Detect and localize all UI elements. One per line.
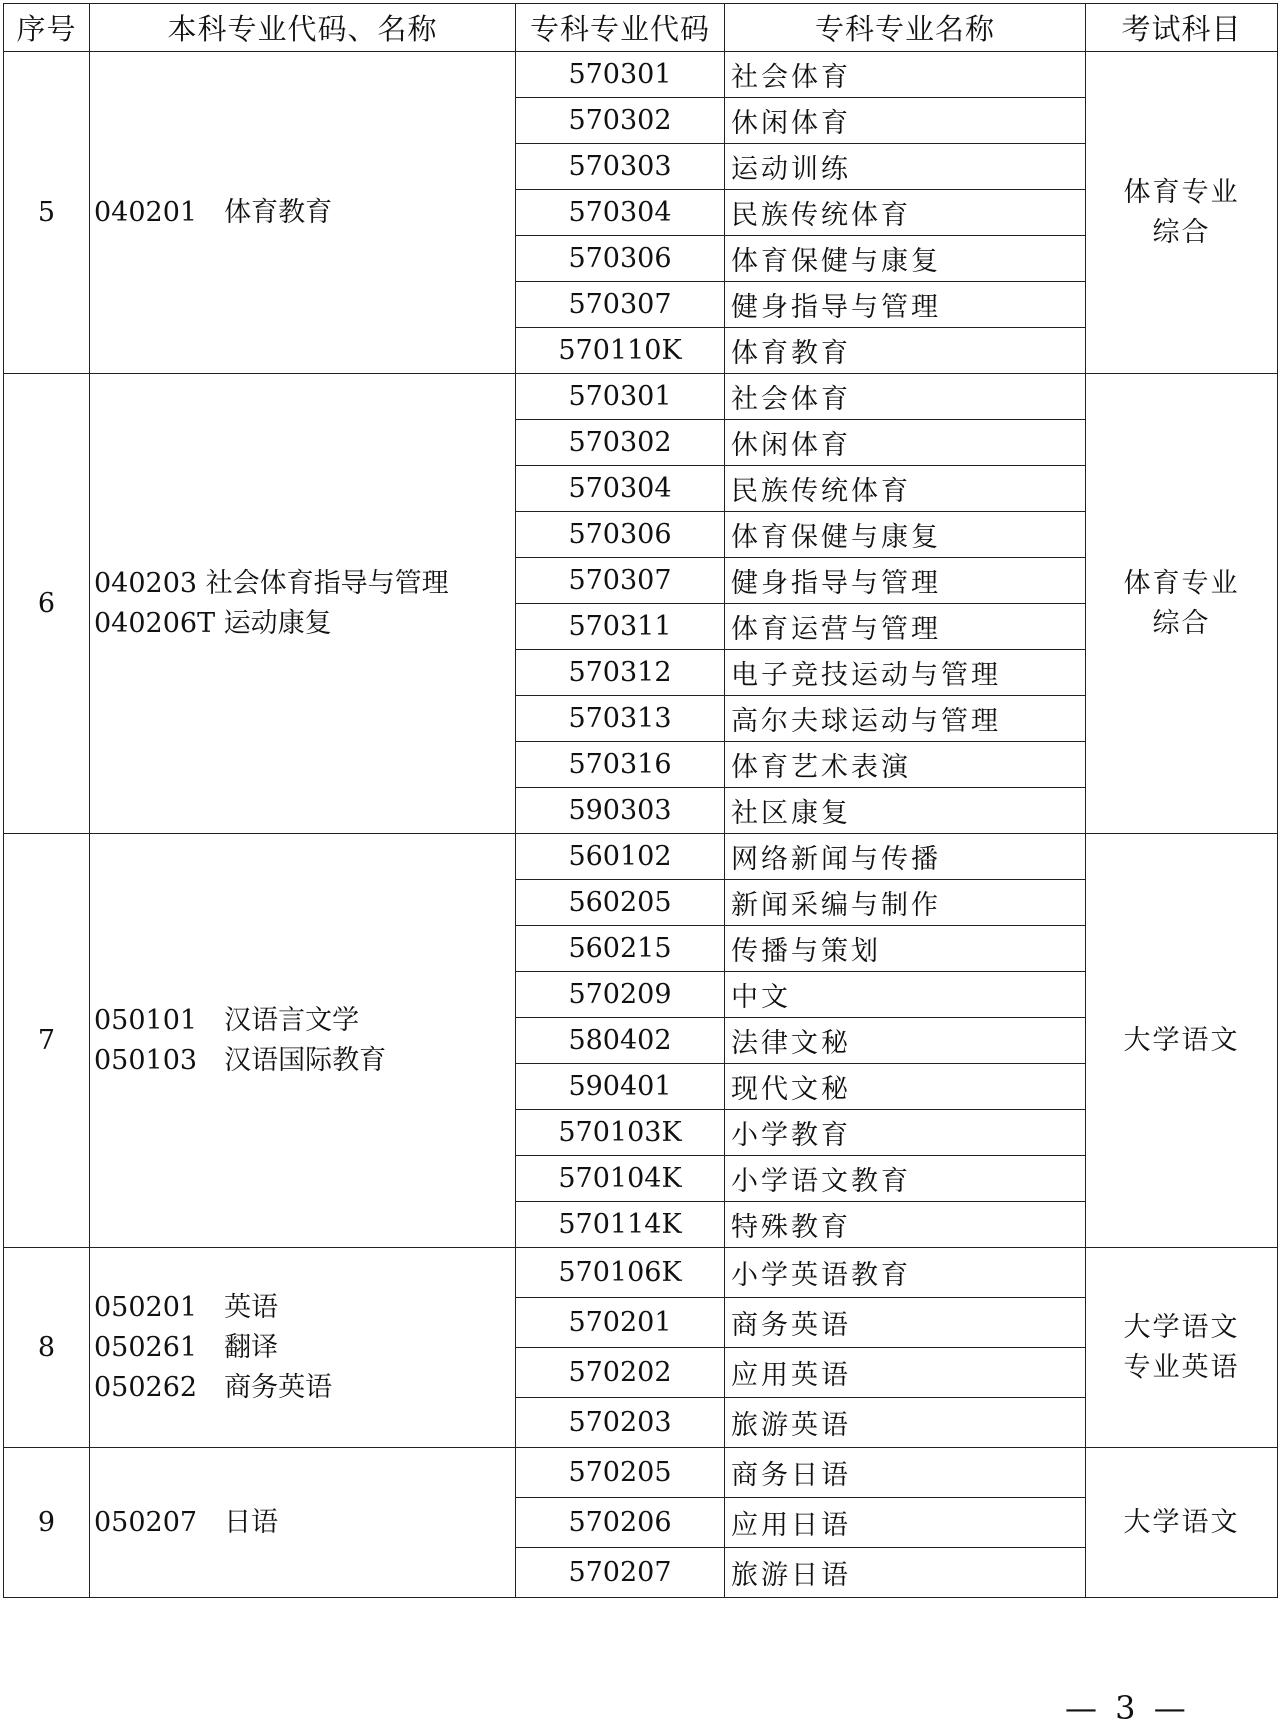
associate-code: 590303 [516,788,725,834]
exam-subject-line: 综合 [1152,607,1211,639]
bachelor-major: 040203 社会体育指导与管理 [94,567,449,599]
header-subject: 考试科目 [1086,4,1278,52]
associate-name: 休闲体育 [725,420,1086,466]
associate-name: 传播与策划 [725,926,1086,972]
associate-code: 570313 [516,696,725,742]
associate-name: 民族传统体育 [725,190,1086,236]
associate-name: 社会体育 [725,374,1086,420]
bachelor-majors [90,834,516,1248]
associate-name: 小学教育 [725,1110,1086,1156]
exam-subject-line: 综合 [1152,216,1211,248]
bachelor-major: 050262 商务英语 [94,1371,333,1403]
associate-name: 健身指导与管理 [725,282,1086,328]
associate-name: 民族传统体育 [725,466,1086,512]
exam-subject-line: 大学语文 [1123,1311,1240,1343]
associate-code: 570301 [516,374,725,420]
associate-code: 570306 [516,512,725,558]
header-code: 专科专业代码 [516,4,725,52]
associate-name: 现代文秘 [725,1064,1086,1110]
associate-code: 560205 [516,880,725,926]
table-row [4,52,1278,98]
associate-code: 570209 [516,972,725,1018]
associate-code: 570106K [516,1248,725,1298]
associate-code: 570316 [516,742,725,788]
associate-name: 社区康复 [725,788,1086,834]
bachelor-major: 050207 日语 [94,1506,279,1538]
table-row [4,1448,1278,1498]
associate-code: 570304 [516,190,725,236]
associate-name: 体育保健与康复 [725,512,1086,558]
bachelor-majors [90,1248,516,1448]
associate-code: 570306 [516,236,725,282]
associate-name: 小学语文教育 [725,1156,1086,1202]
associate-code: 570302 [516,98,725,144]
bachelor-major: 050103 汉语国际教育 [94,1044,387,1076]
associate-name: 体育保健与康复 [725,236,1086,282]
associate-name: 社会体育 [725,52,1086,98]
associate-name: 商务英语 [725,1298,1086,1348]
table-row [4,374,1278,420]
exam-subject [1086,1248,1278,1448]
bachelor-majors [90,374,516,834]
exam-subject [1086,52,1278,374]
associate-code: 570312 [516,650,725,696]
associate-name: 健身指导与管理 [725,558,1086,604]
associate-name: 高尔夫球运动与管理 [725,696,1086,742]
associate-code: 560102 [516,834,725,880]
header-bachelor: 本科专业代码、名称 [90,4,516,52]
table-row [4,1248,1278,1298]
associate-name: 体育教育 [725,328,1086,374]
associate-code: 560215 [516,926,725,972]
associate-code: 570201 [516,1298,725,1348]
associate-code: 570203 [516,1398,725,1448]
bachelor-major: 040206T 运动康复 [94,607,332,639]
associate-name: 体育艺术表演 [725,742,1086,788]
exam-subject-line: 体育专业 [1123,567,1240,599]
associate-code: 580402 [516,1018,725,1064]
associate-name: 小学英语教育 [725,1248,1086,1298]
exam-subject [1086,1448,1278,1598]
page-number: — 3 — [1065,1689,1190,1727]
associate-name: 体育运营与管理 [725,604,1086,650]
exam-subject [1086,374,1278,834]
header-row [4,4,1278,52]
associate-name: 电子竞技运动与管理 [725,650,1086,696]
associate-name: 新闻采编与制作 [725,880,1086,926]
header-seq: 序号 [4,4,90,52]
associate-name: 应用英语 [725,1348,1086,1398]
exam-subject-line: 大学语文 [1123,1024,1240,1056]
bachelor-majors [90,1448,516,1598]
associate-code: 570303 [516,144,725,190]
associate-name: 运动训练 [725,144,1086,190]
row-seq: 6 [4,374,90,834]
associate-code: 570307 [516,558,725,604]
associate-code: 570311 [516,604,725,650]
associate-code: 570301 [516,52,725,98]
row-seq: 9 [4,1448,90,1598]
exam-subject [1086,834,1278,1248]
header-name: 专科专业名称 [725,4,1086,52]
associate-name: 特殊教育 [725,1202,1086,1248]
table-body [4,52,1278,1598]
associate-name: 法律文秘 [725,1018,1086,1064]
associate-name: 中文 [725,972,1086,1018]
associate-code: 570206 [516,1498,725,1548]
exam-subject-line: 大学语文 [1123,1506,1240,1538]
associate-code: 570302 [516,420,725,466]
associate-name: 网络新闻与传播 [725,834,1086,880]
row-seq: 7 [4,834,90,1248]
associate-code: 570307 [516,282,725,328]
associate-code: 570304 [516,466,725,512]
associate-code: 570207 [516,1548,725,1598]
bachelor-major: 050101 汉语言文学 [94,1004,360,1036]
associate-code: 590401 [516,1064,725,1110]
bachelor-major: 050201 英语 [94,1291,279,1323]
document-page [3,3,1278,1598]
exam-subject-line: 体育专业 [1123,176,1240,208]
associate-code: 570104K [516,1156,725,1202]
major-table [3,3,1278,1598]
row-seq: 5 [4,52,90,374]
associate-name: 应用日语 [725,1498,1086,1548]
table-row [4,834,1278,880]
associate-code: 570103K [516,1110,725,1156]
associate-name: 旅游英语 [725,1398,1086,1448]
associate-code: 570114K [516,1202,725,1248]
bachelor-major: 040201 体育教育 [94,196,333,228]
associate-name: 休闲体育 [725,98,1086,144]
associate-name: 商务日语 [725,1448,1086,1498]
associate-code: 570205 [516,1448,725,1498]
associate-name: 旅游日语 [725,1548,1086,1598]
exam-subject-line: 专业英语 [1123,1351,1240,1383]
bachelor-major: 050261 翻译 [94,1331,279,1363]
row-seq: 8 [4,1248,90,1448]
associate-code: 570202 [516,1348,725,1398]
bachelor-majors [90,52,516,374]
associate-code: 570110K [516,328,725,374]
